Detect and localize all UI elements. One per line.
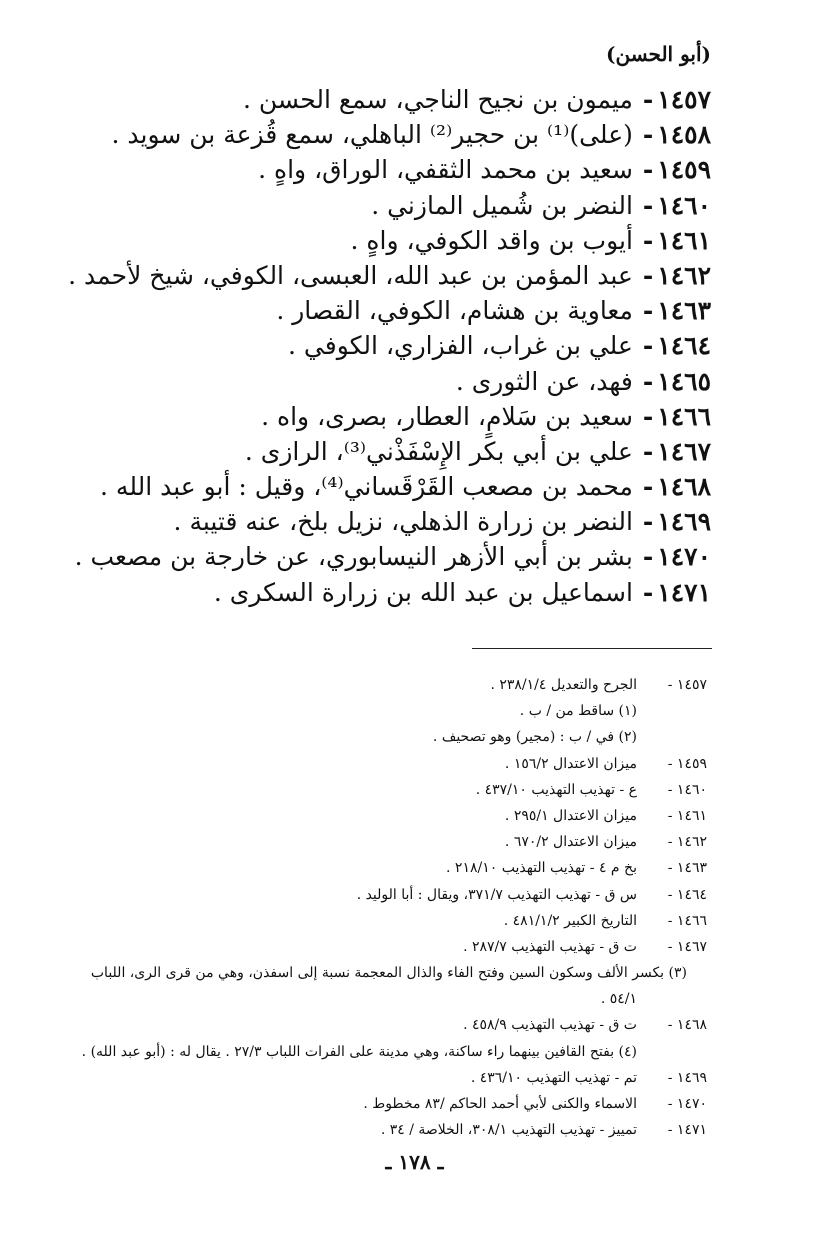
entry-row [51,399,711,434]
entry-text: سعيد بن محمد الثقفي، الوراق، واهٍ . [258,155,633,185]
entry-dash: - [642,577,654,607]
footnote-row [67,777,707,803]
footnote-text: ت ق - تهذيب التهذيب ٢٨٧/٧ . [463,938,637,955]
entry-row [51,223,711,258]
entry-row [51,469,711,504]
entry-row [51,539,711,574]
entry-dash: - [642,507,654,537]
entry-dash: - [642,225,654,255]
entry-row [51,364,711,399]
entry-number: ١٤٦٥ [657,366,711,396]
entry-dash: - [642,472,654,502]
entry-dash: - [642,120,654,150]
entry-number: ١٤٦٤ [657,331,711,361]
entry-dash: - [642,366,654,396]
footnote-number: ١٤٦٣ - [667,860,707,877]
footnote-text: ٥٤/١ . [600,991,637,1008]
entry-dash: - [642,155,654,185]
entry-text: علي بن غراب، الفزاري، الكوفي . [288,331,633,361]
entry-number: ١٤٧٠ [657,542,711,572]
footnote-number: ١٤٦٩ - [667,1069,707,1086]
footnote-row [67,882,707,908]
footnote-text: تمييز - تهذيب التهذيب ٣٠٨/١، الخلاصة / ٣٤ . [380,1122,637,1139]
entry-text: أيوب بن واقد الكوفي، واهٍ . [350,225,633,255]
entry-dash: - [642,436,654,466]
entry-text: محمد بن مصعب القَرْقَساني⁽⁴⁾، وقيل : أبو عبد الله . [100,472,633,502]
footnote-number: ١٤٦٢ - [667,834,707,851]
footnote-text: التاريخ الكبير ٤٨١/١/٢ . [503,912,637,929]
entry-row [51,293,711,328]
footnote-number: ١٤٦١ - [667,807,707,824]
footnote-number: ١٤٦٠ - [667,781,707,798]
entry-number: ١٤٦٣ [657,296,711,326]
footnote-text: تم - تهذيب التهذيب ٤٣٦/١٠ . [470,1069,637,1086]
footnote-number: ١٤٧٠ - [667,1096,707,1112]
entry-row [51,258,711,293]
footnote-text: ع - تهذيب التهذيب ٤٣٧/١٠ . [475,781,637,798]
entry-number: ١٤٦١ [657,225,711,255]
footnote-text: (٢) في / ب : (مجير) وهو تصحيف . [432,729,637,746]
footnote-row [67,829,707,855]
footnote-row [67,751,707,777]
footnote-text: ميزان الاعتدال ٢٩٥/١ . [504,807,637,824]
entry-text: معاوية بن هشام، الكوفي، القصار . [276,296,633,326]
entry-text: النضر بن زرارة الذهلي، نزيل بلخ، عنه قتيبة . [173,507,633,537]
entry-number: ١٤٦٦ [657,401,711,431]
entry-row [51,504,711,539]
footnote-row [67,986,707,1012]
footnote-number: ١٤٧١ - [667,1122,707,1139]
footnote-row [67,698,707,724]
footnote-text: (٤) بفتح القافين بينهما راء ساكنة، وهي مدينة على الفرات اللباب ٢٧/٣ . يقال له : (أبو عبد الله) . [81,1043,637,1060]
entry-row [51,434,711,469]
footnote-row [67,1091,707,1117]
entry-row [51,188,711,223]
entry-row [51,117,711,152]
footnote-text: بخ م ٤ - تهذيب التهذيب ٢١٨/١٠ . [446,860,637,877]
footnote-row [67,855,707,881]
footnote-text: الجرح والتعديل ٢٣٨/١/٤ . [490,677,637,693]
footnote-number: ١٤٥٧ - [667,677,707,693]
entry-number: ١٤٥٩ [657,155,711,185]
footnote-text: ت ق - تهذيب التهذيب ٤٥٨/٩ . [463,1017,637,1034]
footnote-row [67,803,707,829]
footnote-number: ١٤٦٨ - [667,1017,707,1034]
entry-text: عبد المؤمن بن عبد الله، العبسى، الكوفي، شيخ لأحمد . [68,260,633,290]
footnote-row [67,1012,707,1038]
entry-number: ١٤٦٧ [657,436,711,466]
entry-dash: - [642,401,654,431]
entry-text: بشر بن أبي الأزهر النيسابوري، عن خارجة بن مصعب . [74,542,633,572]
entry-text: (على)⁽¹⁾ بن حجير⁽²⁾ الباهلي، سمع قُزعة بن سويد . [111,120,633,150]
footnote-row [67,1117,707,1143]
entry-text: علي بن أبي بكر الإِسْفَذْني⁽³⁾، الرازى . [244,436,633,466]
entry-number: ١٤٦٠ [657,190,711,220]
entry-number: ١٤٦٢ [657,260,711,290]
footnote-separator [472,648,712,649]
footnote-text: الاسماء والكنى لأبي أحمد الحاكم /٨٣ مخطوط . [363,1096,637,1112]
entry-number: ١٤٦٩ [657,507,711,537]
entry-list [51,82,711,610]
footnote-row [67,1065,707,1091]
footnote-number: ١٤٥٩ - [667,755,707,772]
footnote-row [67,960,707,986]
entry-number: ١٤٥٧ [657,85,711,114]
footnote-text: ميزان الاعتدال ١٥٦/٢ . [504,755,637,772]
entry-dash: - [642,296,654,326]
entry-dash: - [642,331,654,361]
footnote-row [67,934,707,960]
entry-row [51,328,711,363]
entry-number: ١٤٦٨ [657,472,711,502]
footnote-text: (١) ساقط من / ب . [519,703,637,720]
footnote-number: ١٤٦٤ - [667,886,707,903]
entry-number: ١٤٥٨ [657,120,711,150]
entry-number: ١٤٧١ [657,577,711,607]
entry-dash: - [642,85,654,114]
footnote-row [67,1039,707,1065]
footnote-number: ١٤٦٦ - [667,912,707,929]
entry-text: النضر بن شُميل المازني . [371,190,633,220]
footnote-text: ميزان الاعتدال ٦٧٠/٢ . [504,834,637,851]
footnote-row [67,672,707,698]
footnote-number: ١٤٦٧ - [667,938,707,955]
footnote-text: (٣) بكسر الألف وسكون السين وفتح الفاء والذال المعجمة نسبة إلى اسفذن، وهي من قرى الرى، اللباب [90,965,687,982]
running-header: (أبو الحسن) [606,42,711,66]
entry-text: ميمون بن نجيح الناجي، سمع الحسن . [243,85,633,114]
entry-row [51,575,711,610]
footnote-row [67,908,707,934]
entry-row [51,82,711,117]
entry-row [51,152,711,187]
entry-text: سعيد بن سَلامٍ، العطار، بصرى، واه . [261,401,633,431]
footnote-text: س ق - تهذيب التهذيب ٣٧١/٧، ويقال : أبا الوليد . [356,886,637,903]
entry-text: فهد، عن الثورى . [455,366,633,396]
page-number: ـ ١٧٨ ـ [385,1150,444,1174]
footnotes [67,672,707,1143]
footnote-row [67,724,707,750]
entry-dash: - [642,260,654,290]
entry-dash: - [642,542,654,572]
entry-text: اسماعيل بن عبد الله بن زرارة السكرى . [213,577,633,607]
entry-dash: - [642,190,654,220]
